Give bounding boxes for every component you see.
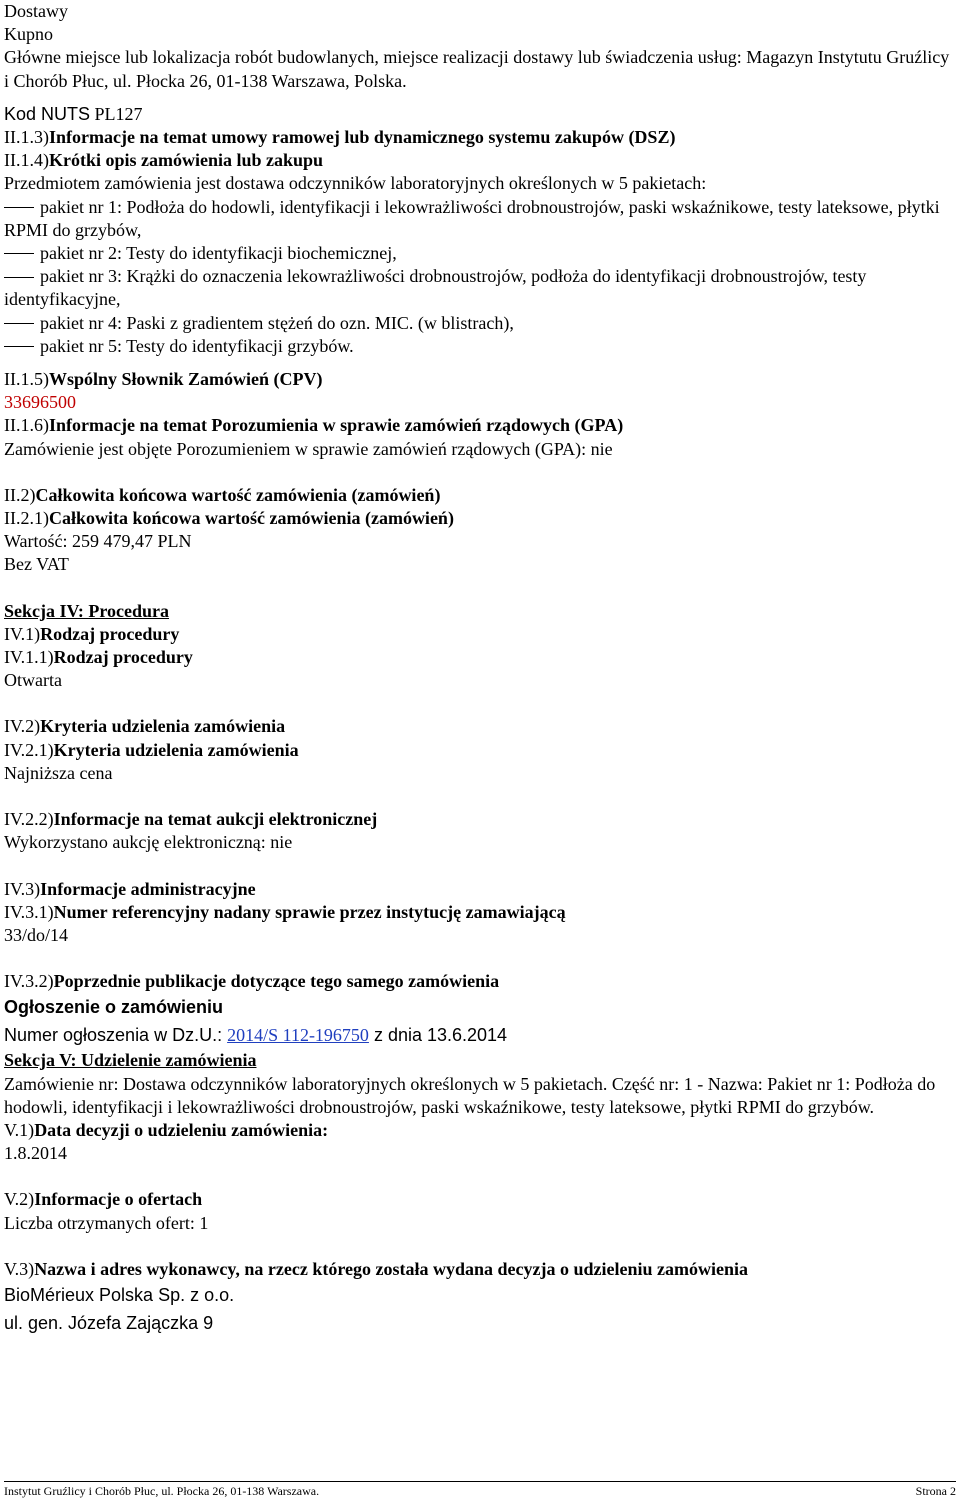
line-wykonawca: BioMérieux Polska Sp. z o.o. <box>4 1284 235 1305</box>
heading-ii-1-3: II.1.3)Informacje na temat umowy ramowej lub dynamicznego systemu zakupów (DSZ) <box>4 127 676 148</box>
heading-ii-1-5: II.1.5)Wspólny Słownik Zamówień (CPV) <box>4 369 323 390</box>
heading-iv-2: IV.2)Kryteria udzielenia zamówienia <box>4 716 286 737</box>
line-kupno: Kupno <box>4 24 53 45</box>
heading-sekcja-v: Sekcja V: Udzielenie zamówienia <box>4 1050 257 1071</box>
line-liczba-ofert: Liczba otrzymanych ofert: 1 <box>4 1212 209 1233</box>
kod-label: Kod NUTS <box>4 103 91 124</box>
footer-institution: Instytut Gruźlicy i Chorób Płuc, ul. Płocka 26, 01-138 Warszawa. <box>4 1484 320 1498</box>
heading-iv-3: IV.3)Informacje administracyjne <box>4 878 256 899</box>
heading-iv-1-1: IV.1.1)Rodzaj procedury <box>4 647 193 668</box>
heading-sekcja-iv: Sekcja IV: Procedura <box>4 600 169 621</box>
line-zamowienie-nr: Zamówienie nr: Dostawa odczynników laboratoryjnych określonych w 5 pakietach. Część nr: 1 - Nazwa: Pakiet nr 1: Podłoża do hodowli, identyfikacji i lekowrażliwości drobnoustrojów, paski wskaźnikowe, testy lateksowe, płytki RPMI do grzybów. <box>4 1073 936 1117</box>
line-dostawy: Dostawy <box>4 1 68 21</box>
dash-icon <box>4 253 34 254</box>
heading-ii-1-4: II.1.4)Krótki opis zamówienia lub zakupu <box>4 150 324 171</box>
heading-iv-3-1: IV.3.1)Numer referencyjny nadany sprawie przez instytucję zamawiającą <box>4 901 566 922</box>
dash-icon <box>4 277 34 278</box>
heading-ogloszenie: Ogłoszenie o zamówieniu <box>4 997 224 1018</box>
page-footer <box>4 1481 956 1499</box>
line-data-decyzji: 1.8.2014 <box>4 1143 67 1164</box>
dash-icon <box>4 323 34 324</box>
heading-ii-2-1: II.2.1)Całkowita końcowa wartość zamówienia (zamówień) <box>4 508 454 529</box>
cpv-code: 33696500 <box>4 392 76 413</box>
list-item-pakiet-4: pakiet nr 4: Paski z gradientem stężeń do ozn. MIC. (w blistrach), <box>4 312 956 335</box>
ogloszenie-link[interactable]: 2014/S 112-196750 <box>227 1025 369 1046</box>
dash-icon <box>4 207 34 208</box>
list-item-pakiet-3: pakiet nr 3: Krążki do oznaczenia lekowrażliwości drobnoustrojów, podłoża do identyfikacji drobnoustrojów, testy identyfikacyjne, <box>4 266 867 310</box>
line-przedmiot: Przedmiotem zamówienia jest dostawa odczynników laboratoryjnych określonych w 5 pakietach: <box>4 173 707 194</box>
line-bez-vat: Bez VAT <box>4 554 69 575</box>
line-kod-nuts <box>4 103 956 126</box>
line-aukcja: Wykorzystano aukcję elektroniczną: nie <box>4 832 293 853</box>
line-reference-number: 33/do/14 <box>4 924 69 945</box>
line-adres: ul. gen. Józefa Zajączka 9 <box>4 1312 214 1333</box>
kod-value: PL127 <box>94 103 143 124</box>
line-miejsce: Główne miejsce lub lokalizacja robót budowlanych, miejsce realizacji dostawy lub świadczenia usług: Magazyn Instytutu Gruźlicy i Chorób Płuc, ul. Płocka 26, 01-138 Warszawa, Polska. <box>4 47 950 91</box>
heading-ii-1-6: II.1.6)Informacje na temat Porozumienia w sprawie zamówień rządowych (GPA) <box>4 415 624 436</box>
line-otwarta: Otwarta <box>4 670 62 691</box>
heading-iv-2-1: IV.2.1)Kryteria udzielenia zamówienia <box>4 739 299 760</box>
line-numer-ogloszenia: Numer ogłoszenia w Dz.U.: 2014/S 112-196750 z dnia 13.6.2014 <box>4 1025 508 1046</box>
heading-ii-2: II.2)Całkowita końcowa wartość zamówienia (zamówień) <box>4 484 441 505</box>
heading-v-1: V.1)Data decyzji o udzieleniu zamówienia: <box>4 1119 329 1140</box>
list-item-pakiet-5: pakiet nr 5: Testy do identyfikacji grzybów. <box>4 335 956 358</box>
heading-iv-2-2: IV.2.2)Informacje na temat aukcji elektronicznej <box>4 809 378 830</box>
dash-icon <box>4 346 34 347</box>
line-wartosc: Wartość: 259 479,47 PLN <box>4 531 192 552</box>
heading-iv-1: IV.1)Rodzaj procedury <box>4 623 180 644</box>
footer-page-number: Strona 2 <box>915 1484 956 1498</box>
line-gpa: Zamówienie jest objęte Porozumieniem w sprawie zamówień rządowych (GPA): nie <box>4 438 613 459</box>
list-item-pakiet-2: pakiet nr 2: Testy do identyfikacji biochemicznej, <box>4 242 956 265</box>
line-najnizsza-cena: Najniższa cena <box>4 762 113 783</box>
list-item-pakiet-1: pakiet nr 1: Podłoża do hodowli, identyfikacji i lekowrażliwości drobnoustrojów, paski wskaźnikowe, testy lateksowe, płytki RPMI do grzybów, <box>4 196 940 240</box>
document-page <box>4 0 956 1337</box>
heading-iv-3-2: IV.3.2)Poprzednie publikacje dotyczące tego samego zamówienia <box>4 971 500 992</box>
heading-v-2: V.2)Informacje o ofertach <box>4 1189 203 1210</box>
heading-v-3: V.3)Nazwa i adres wykonawcy, na rzecz którego została wydana decyzja o udzieleniu zamówienia <box>4 1258 748 1279</box>
